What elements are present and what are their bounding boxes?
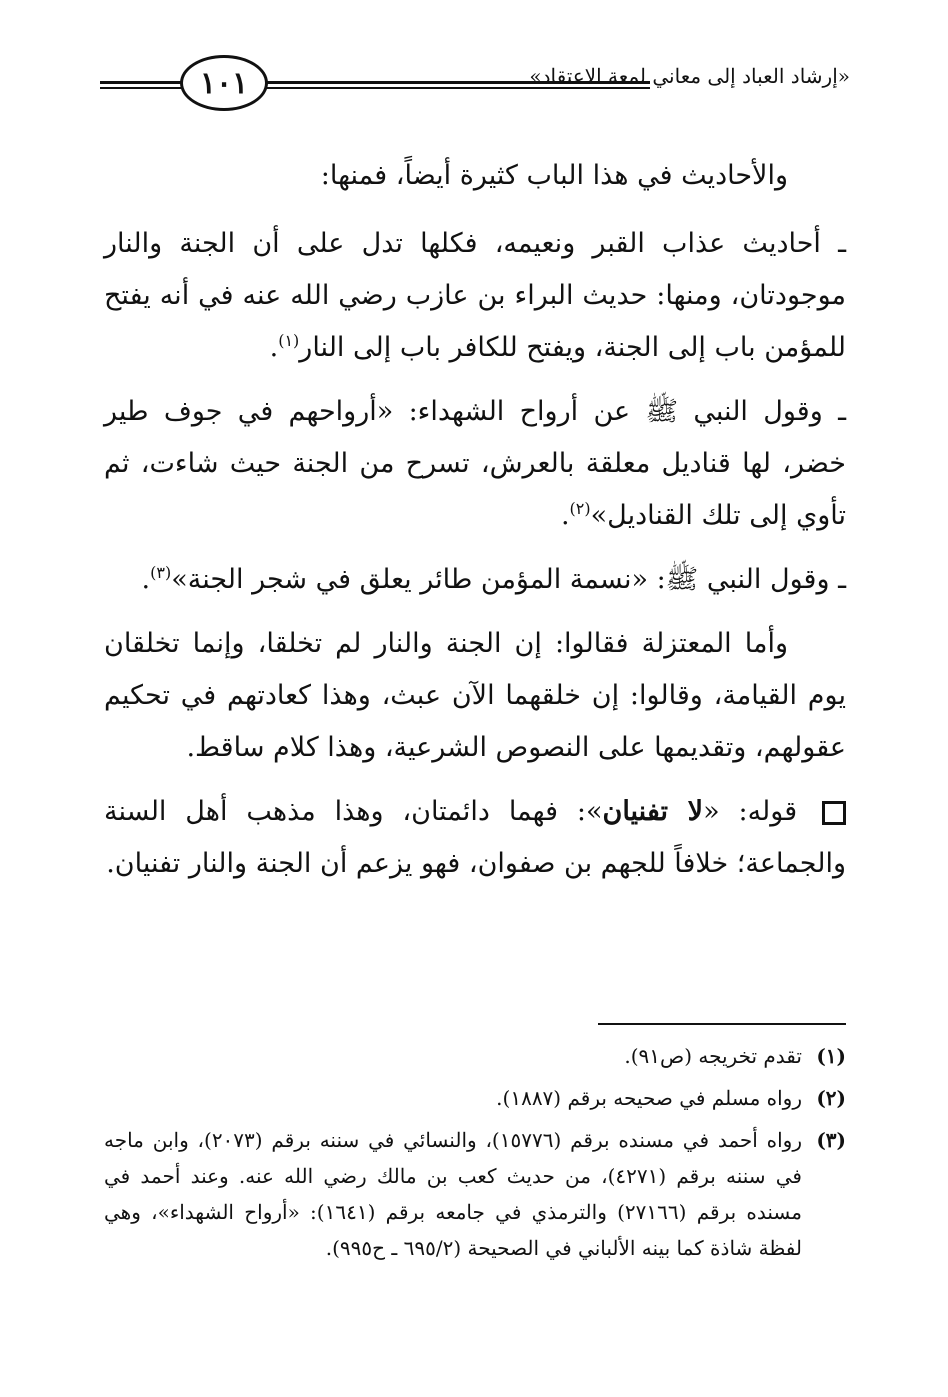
footnote-2: (٢) رواه مسلم في صحيحه برقم (١٨٨٧). [496,1086,846,1110]
page-header [100,52,850,118]
paragraph-martyrs-souls: ـ وقول النبي ﷺ عن أرواح الشهداء: «أرواحهم في جوف طير خضر، لها قناديل معلقة بالعرش، تسرح من الجنة حيث شاءت، ثم تأوي إلى تلك القناديل»$^{(٢)}$. [104,396,846,531]
paragraph-intro: والأحاديث في هذا الباب كثيرة أيضاً، فمنها: [320,160,788,191]
page-number: ١٠١ [180,55,268,111]
paragraph-believer-soul: ـ وقول النبي ﷺ: «نسمة المؤمن طائر يعلق في شجر الجنة»$^{(٣)}$. [141,563,846,595]
footnote-ref-3: (٣) [150,563,172,582]
footnotes [104,1038,846,1272]
footnote-3: (٣) رواه أحمد في مسنده برقم (١٥٧٧٦)، والنسائي في سننه برقم (٢٠٧٣)، وابن ماجه في سننه برقم (٤٢٧١)، من حديث كعب بن مالك رضي الله عنه. وعند أحمد في مسنده برقم (٢٧١٦٦) والترمذي في جامعه برقم (١٦٤١): «أرواح الشهداء»، وهي لفظة شاذة كما بينه الألباني في الصحيحة (٦٩٥/٢ ـ ح٩٩٥). [104,1128,846,1260]
main-text [104,150,846,902]
footnote-ref-1: (١) [278,331,300,350]
paragraph-la-tafniyan: قوله: «لا تفنيان»: فهما دائمتان، وهذا مذهب أهل السنة والجماعة؛ خلافاً للجهم بن صفوان، فهو يزعم أن الجنة والنار تفنيان. [104,796,846,879]
header-rule-left [100,81,185,91]
checkbox-icon [822,801,846,825]
footnote-divider [598,1023,846,1025]
footnote-ref-2: (٢) [569,499,591,518]
quoted-term: لا تفنيان [602,796,704,827]
paragraph-grave-hadiths: ـ أحاديث عذاب القبر ونعيمه، فكلها تدل على أن الجنة والنار موجودتان، ومنها: حديث البراء بن عازب رضي الله عنه في أنه يفتح للمؤمن باب إلى الجنة، ويفتح للكافر باب إلى النار$^{(١)}$. [104,228,846,363]
running-title: «إرشاد العباد إلى معاني لمعة الاعتقاد» [529,64,850,88]
paragraph-mutazila: وأما المعتزلة فقالوا: إن الجنة والنار لم تخلقا، وإنما تخلقان يوم القيامة، وقالوا: إن خلقهما الآن عبث، وهذا كعادتهم في تحكيم عقولهم، وتقديمها على النصوص الشرعية، وهذا كلام ساقط. [104,628,846,763]
footnote-1: (١) تقدم تخريجه (ص٩١). [624,1044,846,1068]
